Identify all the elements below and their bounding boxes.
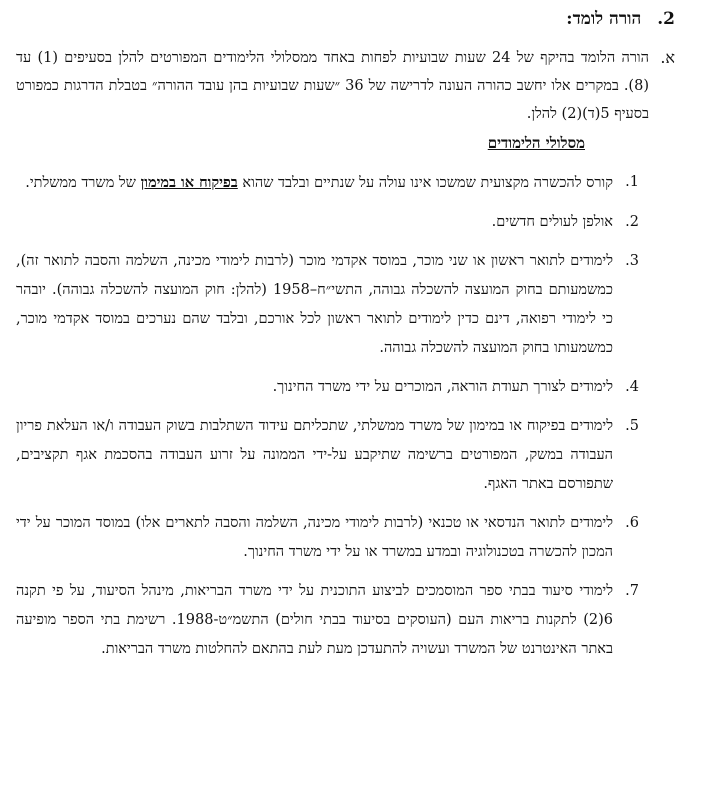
intro-paragraph [16, 44, 675, 128]
section-number: 2. [657, 9, 675, 29]
item-text: לימודים לתואר ראשון או שני מוכר, במוסד אקדמי מוכר (לרבות לימודי מכינה, השלמה והסבה לתואר זה), כמשמעותם בחוק המועצה להשכלה גבוהה, התשי״ח–1958 (להלן: חוק המועצה להשכלה גבוהה). יובהר כי לימודי רפואה, דינם כדין לימודים לתואר ראשון לכל אורכם, ובלבד שהם נערכים במוסד אקדמי מוכר, כמשמעותו בחוק המועצה להשכלה גבוהה. [16, 253, 613, 356]
item-number: 3. [625, 253, 639, 269]
tracks-list [16, 168, 675, 664]
item-number: 1. [625, 174, 639, 190]
item-text-pre: קורס להכשרה מקצועית שמשכו אינו עולה על שנתיים ובלבד שהוא [237, 175, 613, 191]
section-title: הורה לומד: [566, 9, 642, 29]
item-text: לימודי סיעוד בבתי ספר המוסמכים לביצוע התוכנית על ידי משרד הבריאות, מינהל הסיעוד, על פי תקנה 6(2) לתקנות בריאות העם (העוסקים בסיעוד בבתי חולים) התשמ״ט-1988. רשימת בתי הספר מופיעה באתר האינטרנט של המשרד ועשויה להתעדכן מעת לעת בהתאם להחלטות משרד הבריאות. [16, 583, 613, 657]
list-item [16, 577, 675, 664]
intro-text: הורה הלומד בהיקף של 24 שעות שבועיות לפחות באחד ממסלולי הלימודים המפורטים להלן בסעיפים (1) עד (8). במקרים אלו יחשב כהורה העונה לדרישה של 36 ״שעות שבועיות בהן עובד ההורה״ בטבלת הדרגות כמפורט בסעיף 5(ד)(2) להלן. [16, 50, 649, 122]
list-item [16, 168, 675, 198]
list-item [16, 247, 675, 363]
item-number: 4. [625, 379, 639, 395]
item-text-emphasis: בפיקוח או במימון [140, 174, 238, 191]
list-item [16, 412, 675, 499]
list-item [16, 373, 675, 402]
section-heading [16, 8, 675, 30]
item-text: לימודים לצורך תעודת הוראה, המוכרים על ידי משרד החינוך. [272, 379, 613, 395]
item-number: 5. [625, 418, 639, 434]
item-number: 2. [625, 214, 639, 230]
item-text-post: של משרד ממשלתי. [25, 175, 141, 191]
item-text: אולפן לעולים חדשים. [491, 214, 613, 230]
list-item [16, 509, 675, 567]
item-text: לימודים בפיקוח או במימון של משרד ממשלתי, שתכליתם עידוד השתלבות בשוק העבודה ו/או העלאת פריון העבודה במשק, המפורטים ברשימה שתיקבע על-ידי הממונה על זרוע העבודה בהסכמת אגף תקציבים, שתפורסם באתר האגף. [16, 418, 613, 492]
item-number: 6. [625, 515, 639, 531]
item-text: לימודים לתואר הנדסאי או טכנאי (לרבות לימודי מכינה, השלמה והסבה לתארים אלו) במוסד המוכר על ידי המכון להכשרה בטכנולוגיה ובמדע במשרד או על ידי משרד החינוך. [16, 515, 613, 560]
item-text [16, 168, 613, 198]
list-item [16, 208, 675, 237]
intro-marker: א. [660, 48, 675, 67]
item-number: 7. [625, 583, 639, 599]
tracks-title: מסלולי הלימודים [487, 134, 585, 152]
